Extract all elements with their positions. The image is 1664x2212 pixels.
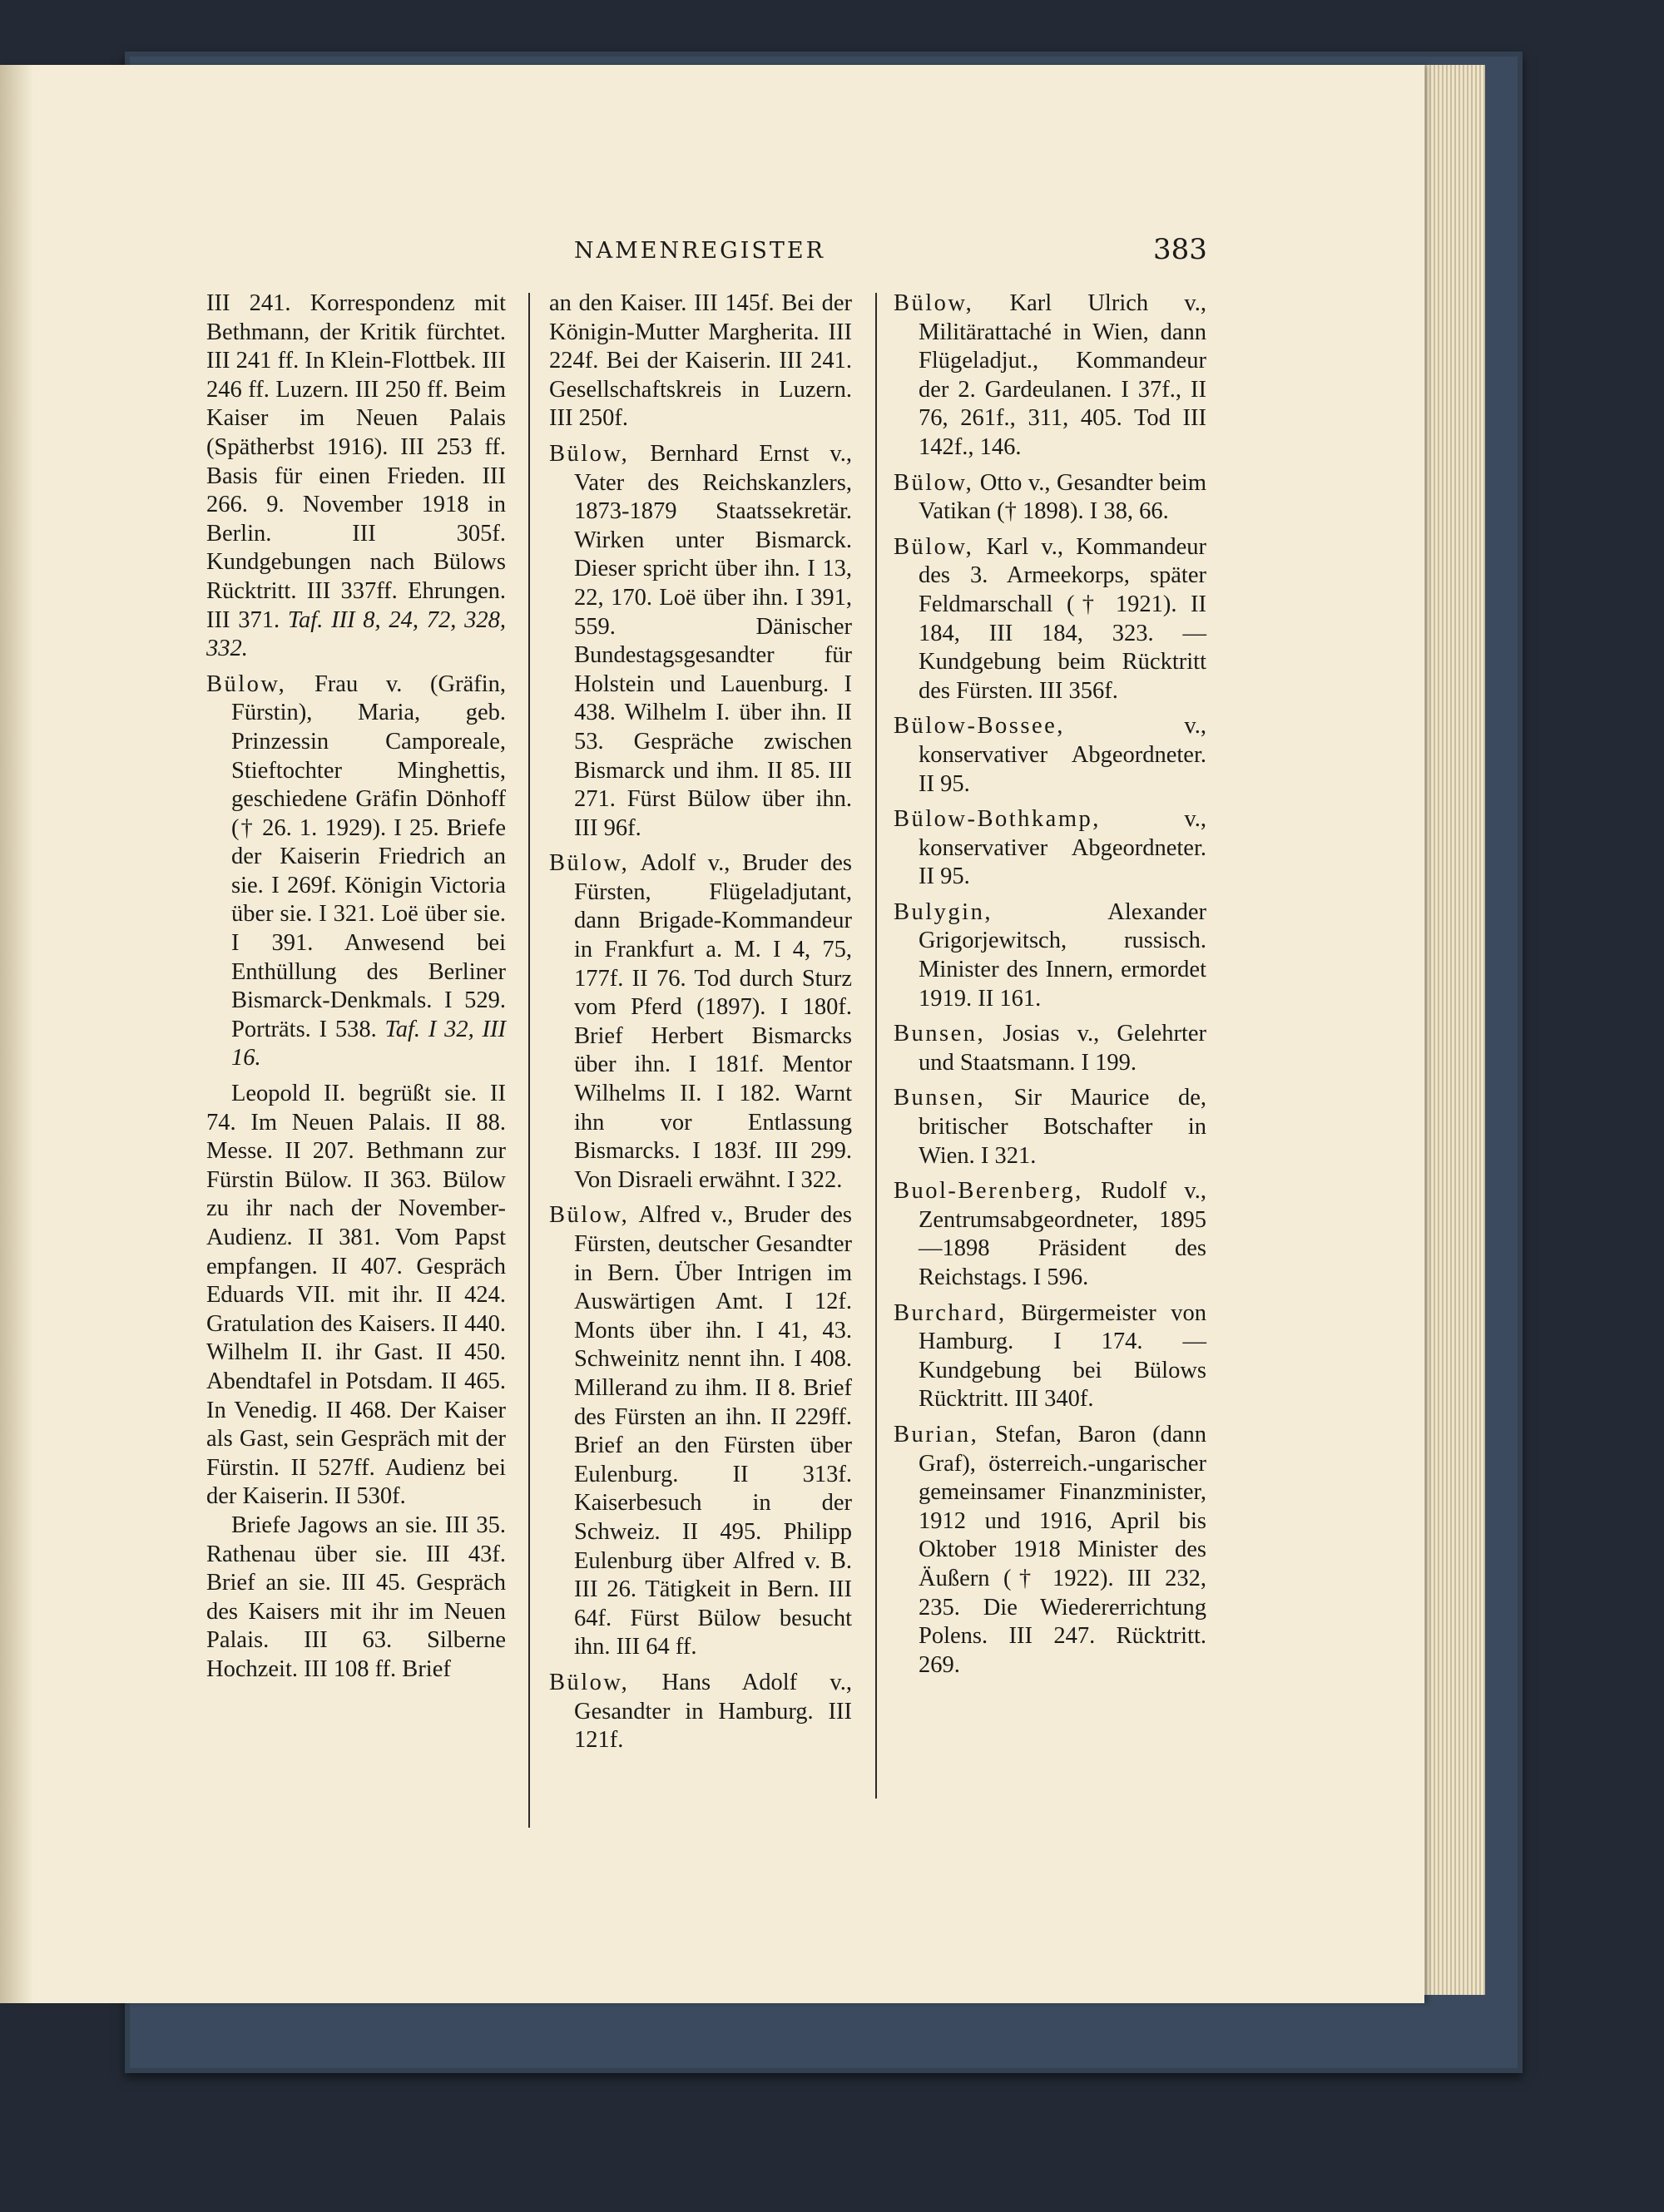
entry-plate-refs: Taf. I 32, III 16. bbox=[231, 1016, 507, 1071]
entry-text: Adolf v., Bruder des Fürsten, Flügeladjutant, dann Brigade-Kommandeur in Frankfurt a. M. I 4, 75, 177f. II 76. Tod durch Sturz vom Pferd (1897). I 180f. Brief Herbert Bismarcks über ihn. I 181f. Mentor Wilhelms II. I 182. Warnt ihn vor Entlassung Bismarcks. I 183f. III 299. Von Disraeli erwähnt. I 322. bbox=[574, 850, 852, 1193]
entry-headword: Bülow-Bothkamp, bbox=[894, 806, 1101, 833]
entry-text: Bürgermeister von Hamburg. I 174. — Kundgebung bei Bülows Rücktritt. III 340f. bbox=[919, 1299, 1206, 1413]
entry-headword: Bülow-Bossee, bbox=[894, 713, 1065, 740]
running-head bbox=[0, 233, 1424, 271]
entry-text: v., konservativer Abgeordneter. II 95. bbox=[919, 806, 1206, 890]
entry-headword: Bülow, bbox=[549, 1669, 630, 1695]
entry-headword: Buol-Berenberg, bbox=[894, 1178, 1083, 1205]
entry-headword: Burian, bbox=[894, 1421, 979, 1447]
index-column-2 bbox=[549, 289, 852, 1762]
entry-plate-refs: Taf. III 8, 24, 72, 328, 332. bbox=[206, 606, 506, 662]
index-column-3 bbox=[894, 289, 1206, 1686]
index-entry bbox=[894, 1084, 1206, 1170]
entry-text: Rudolf v., Zentrumsabgeordneter, 1895—1898 Präsident des Reichstags. I 596. bbox=[919, 1178, 1206, 1290]
entry-text: Alfred v., Bruder des Fürsten, deutscher Gesandter in Bern. Über Intrigen im Auswärtigen Amt. I 12f. Monts über ihn. I 41, 43. Schweinitz nennt ihn. I 408. Millerand zu ihm. II 8. Brief des Fürsten an ihn. II 229ff. Brief an den Fürsten über Eulenburg. II 313f. Kaiserbesuch in der Schweiz. II 495. Philipp Eulenburg über Alfred v. B. III 26. Tätigkeit in Bern. III 64f. Fürst Bülow besucht ihn. III 64 ff. bbox=[574, 1202, 852, 1660]
entry-headword: Bülow, bbox=[549, 440, 630, 467]
entry-headword: Bunsen, bbox=[894, 1021, 986, 1047]
entry-text: Alexander Grigorjewitsch, russisch. Minister des Innern, ermordet 1919. II 161. bbox=[919, 898, 1206, 1012]
entry-text: Otto v., Gesandter beim Vatikan († 1898). I 38, 66. bbox=[919, 469, 1206, 525]
entry-headword: Bülow, bbox=[894, 290, 974, 316]
page-edges bbox=[1419, 65, 1485, 1995]
index-entry bbox=[894, 1299, 1206, 1414]
index-entry bbox=[894, 469, 1206, 527]
index-entry bbox=[894, 898, 1206, 1013]
entry-text: Bernhard Ernst v., Vater des Reichskanzlers, 1873-1879 Staatssekretär. Wirken unter Bismarck. Dieser spricht über ihn. I 13, 22, 170. Loë über ihn. I 391, 559. Dänischer Bundestagsgesandter für Holstein und Lauenburg. I 438. Wilhelm I. über ihn. II 53. Gespräche zwischen Bismarck und ihm. II 85. III 271. Fürst Bülow über ihn. III 96f. bbox=[574, 440, 852, 841]
index-entry-paragraph bbox=[206, 1512, 506, 1685]
column-rule bbox=[528, 293, 530, 1828]
entry-headword: Bülow, bbox=[549, 1202, 630, 1229]
index-entry-continuation bbox=[549, 289, 852, 433]
entry-text: Josias v., Gelehrter und Staatsmann. I 199. bbox=[919, 1021, 1207, 1076]
index-entry bbox=[894, 533, 1206, 706]
entry-headword: Bülow, bbox=[894, 533, 974, 560]
index-entry bbox=[549, 849, 852, 1195]
index-entry bbox=[894, 289, 1206, 463]
page-title: NAMENREGISTER bbox=[574, 238, 825, 264]
index-column-1 bbox=[206, 289, 506, 1685]
index-entry-paragraph bbox=[206, 1080, 506, 1512]
entry-text: Stefan, Baron (dann Graf), österreich.-ungarischer gemeinsamer Finanzminister, 1912 und 1916, April bis Oktober 1918 Minister des Äußern († 1922). III 232, 235. Die Wiedererrichtung Polens. III 247. Rücktritt. 269. bbox=[919, 1421, 1206, 1678]
entry-headword: Bulygin, bbox=[894, 898, 993, 925]
index-entry-continuation bbox=[206, 289, 506, 664]
page-gutter bbox=[0, 65, 33, 2003]
entry-text: an den Kaiser. III 145f. Bei der Königin-Mutter Margherita. III 224f. Bei der Kaiserin. III 241. Gesellschaftskreis in Luzern. III 250f. bbox=[549, 290, 852, 432]
index-entry bbox=[549, 1201, 852, 1662]
index-entry bbox=[549, 440, 852, 843]
index-entry bbox=[549, 1669, 852, 1755]
entry-headword: Bülow, bbox=[894, 469, 974, 496]
entry-text: v., konservativer Abgeordneter. II 95. bbox=[919, 713, 1206, 797]
entry-text: Karl v., Kommandeur des 3. Armeekorps, später Feldmarschall († 1921). II 184, III 184, 323. — Kundgebung beim Rücktritt des Fürsten. III 356f. bbox=[919, 533, 1206, 704]
index-entry bbox=[894, 1020, 1206, 1077]
entry-text: Leopold II. begrüßt sie. II 74. Im Neuen Palais. II 88. Messe. II 207. Bethmann zur Fürstin Bülow. II 363. Bülow zu ihr nach der November-Audienz. II 381. Vom Papst empfangen. II 407. Gespräch Eduards VII. mit ihr. II 424. Gratulation des Kaisers. II 440. Wilhelm II. ihr Gast. II 450. Abendtafel in Potsdam. II 465. In Venedig. II 468. Der Kaiser als Gast, sein Gespräch mit der Fürstin. II 527ff. Audienz bei der Kaiserin. II 530f. bbox=[206, 1081, 506, 1510]
index-entry bbox=[894, 1421, 1206, 1680]
index-entry bbox=[894, 712, 1206, 799]
entry-text: Briefe Jagows an sie. III 35. Rathenau über sie. III 43f. Brief an sie. III 45. Gespräch des Kaisers mit ihr im Neuen Palais. III 63. Silberne Hochzeit. III 108 ff. Brief bbox=[206, 1512, 506, 1682]
index-entry bbox=[894, 805, 1206, 892]
column-rule bbox=[875, 293, 877, 1799]
entry-text: Frau v. (Gräfin, Fürstin), Maria, geb. Prinzessin Camporeale, Stieftochter Minghettis, geschiedene Gräfin Dönhoff († 26. 1. 1929). I 25. Briefe der Kaiserin Friedrich an sie. I 269f. Königin Victoria über sie. I 321. Loë über sie. I 391. Anwesend bei Enthüllung des Berliner Bismarck-Denkmals. I 529. Porträts. I 538. bbox=[231, 671, 507, 1042]
entry-text: Hans Adolf v., Gesandter in Hamburg. III 121f. bbox=[574, 1669, 852, 1754]
entry-text: Karl Ulrich v., Militärattaché in Wien, dann Flügeladjut., Kommandeur der 2. Gardeulanen. I 37f., II 76, 261f., 311, 405. Tod III 142f., 146. bbox=[919, 290, 1206, 460]
page-number: 383 bbox=[1153, 233, 1207, 266]
entry-headword: Bunsen, bbox=[894, 1085, 986, 1111]
entry-text: III 241. Korrespondenz mit Bethmann, der Kritik fürchtet. III 241 ff. In Klein-Flottbek. III 246 ff. Luzern. III 250 ff. Beim Kaiser im Neuen Palais (Spätherbst 1916). III 253 ff. Basis für einen Frieden. III 266. 9. November 1918 in Berlin. III 305f. Kundgebungen nach Bülows Rücktritt. III 337ff. Ehrungen. III 371. bbox=[206, 290, 506, 633]
index-entry bbox=[206, 671, 506, 1073]
index-entry bbox=[894, 1177, 1206, 1292]
entry-headword: Bülow, bbox=[206, 671, 287, 697]
entry-headword: Burchard, bbox=[894, 1299, 1007, 1326]
entry-text: Sir Maurice de, britischer Botschafter in Wien. I 321. bbox=[919, 1085, 1206, 1169]
entry-headword: Bülow, bbox=[549, 850, 630, 877]
